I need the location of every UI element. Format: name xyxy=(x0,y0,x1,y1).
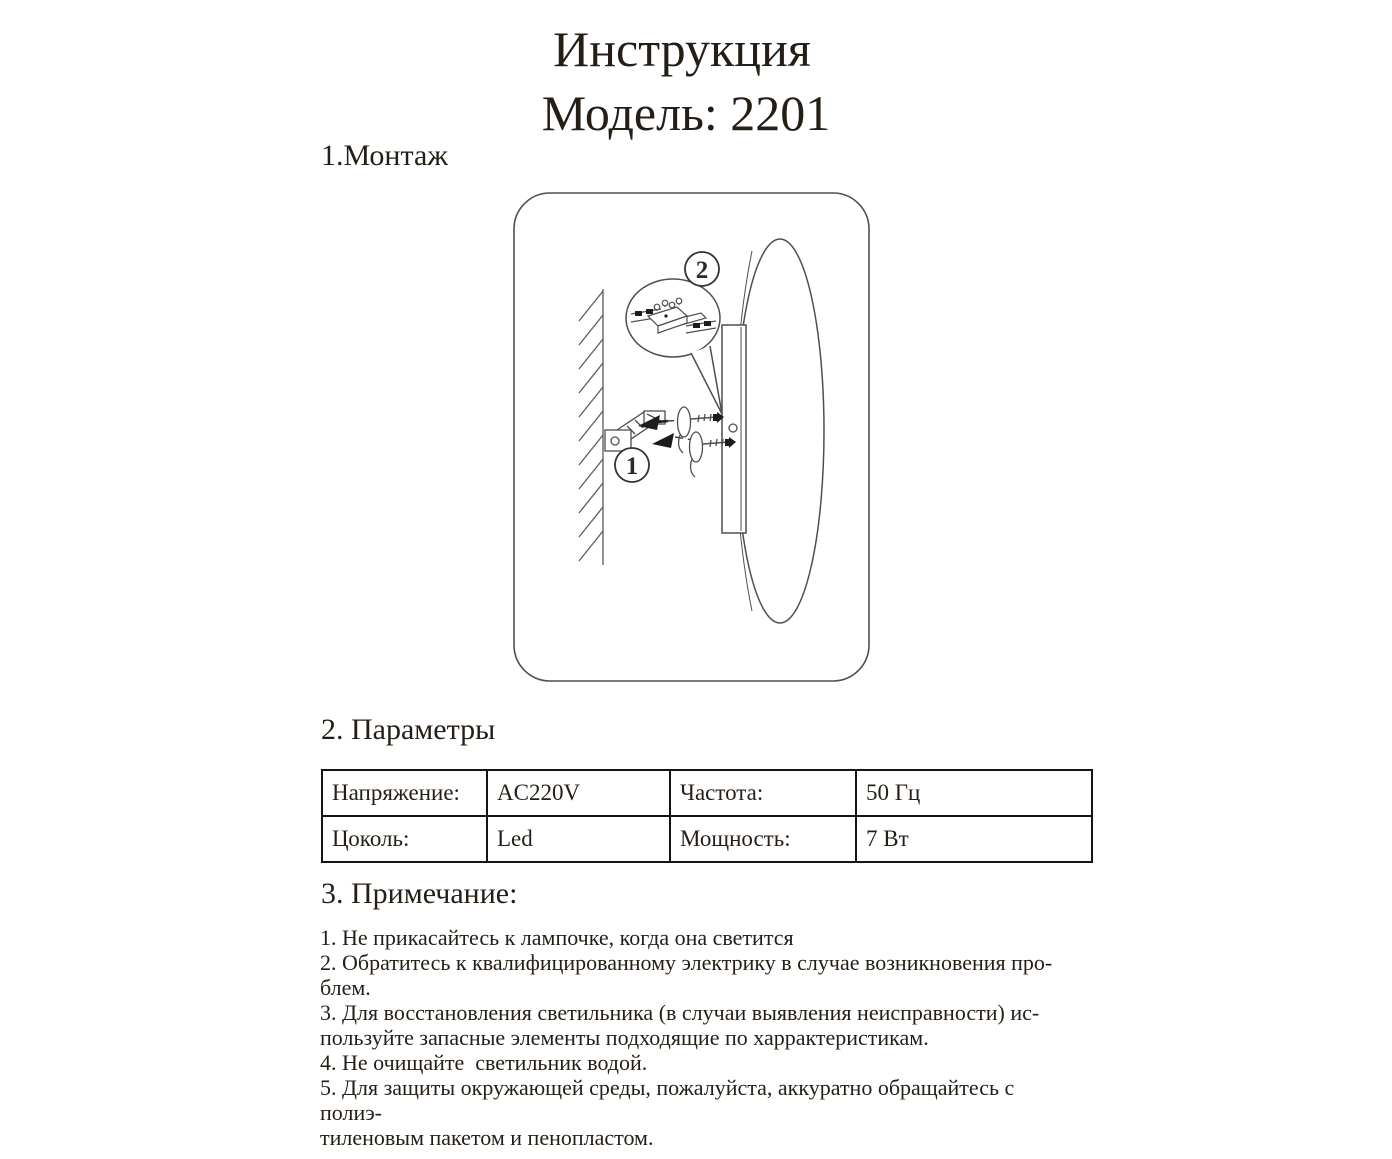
note-line: 5. Для защиты окружающей среды, пожалуйста, аккуратно обращайтесь с полиэ- xyxy=(320,1075,1020,1125)
param-label: Частота: xyxy=(670,770,856,816)
param-label: Напряжение: xyxy=(322,770,487,816)
mounting-diagram-svg xyxy=(505,185,885,685)
section-heading-parameters: 2. Параметры xyxy=(321,713,496,746)
step-1-marker xyxy=(615,448,649,482)
step-1-label: 1 xyxy=(625,453,639,480)
step-2-label: 2 xyxy=(695,257,709,284)
model-subtitle: Модель: 2201 xyxy=(541,85,831,141)
parameters-table xyxy=(321,769,1093,863)
step-2-marker xyxy=(685,252,719,286)
param-value: AC220V xyxy=(487,770,670,816)
notes-list xyxy=(320,925,1060,1150)
note-line: пользуйте запасные элементы подходящие по харрактеристикам. xyxy=(320,1025,929,1050)
mounting-diagram xyxy=(505,185,885,685)
section-heading-notes: 3. Примечание: xyxy=(321,877,518,910)
note-line: 4. Не очищайте светильник водой. xyxy=(320,1050,648,1075)
param-value: Led xyxy=(487,816,670,862)
table-row xyxy=(322,770,1092,816)
note-line: 3. Для восстановления светильника (в случаи выявления неисправности) ис- xyxy=(320,1000,1040,1025)
param-value: 7 Вт xyxy=(856,816,1092,862)
section-heading-montage: 1.Монтаж xyxy=(321,139,449,172)
param-value: 50 Гц xyxy=(856,770,1092,816)
note-line: 1. Не прикасайтесь к лампочке, когда она светится xyxy=(320,925,794,950)
param-label: Мощность: xyxy=(670,816,856,862)
page-title: Инструкция xyxy=(553,21,811,77)
note-line: тиленовым пакетом и пенопластом. xyxy=(320,1125,654,1150)
table-row xyxy=(322,816,1092,862)
note-line: блем. xyxy=(320,975,371,1000)
param-label: Цоколь: xyxy=(322,816,487,862)
note-line: 2. Обратитесь к квалифицированному электрику в случае возникновения про- xyxy=(320,950,1053,975)
